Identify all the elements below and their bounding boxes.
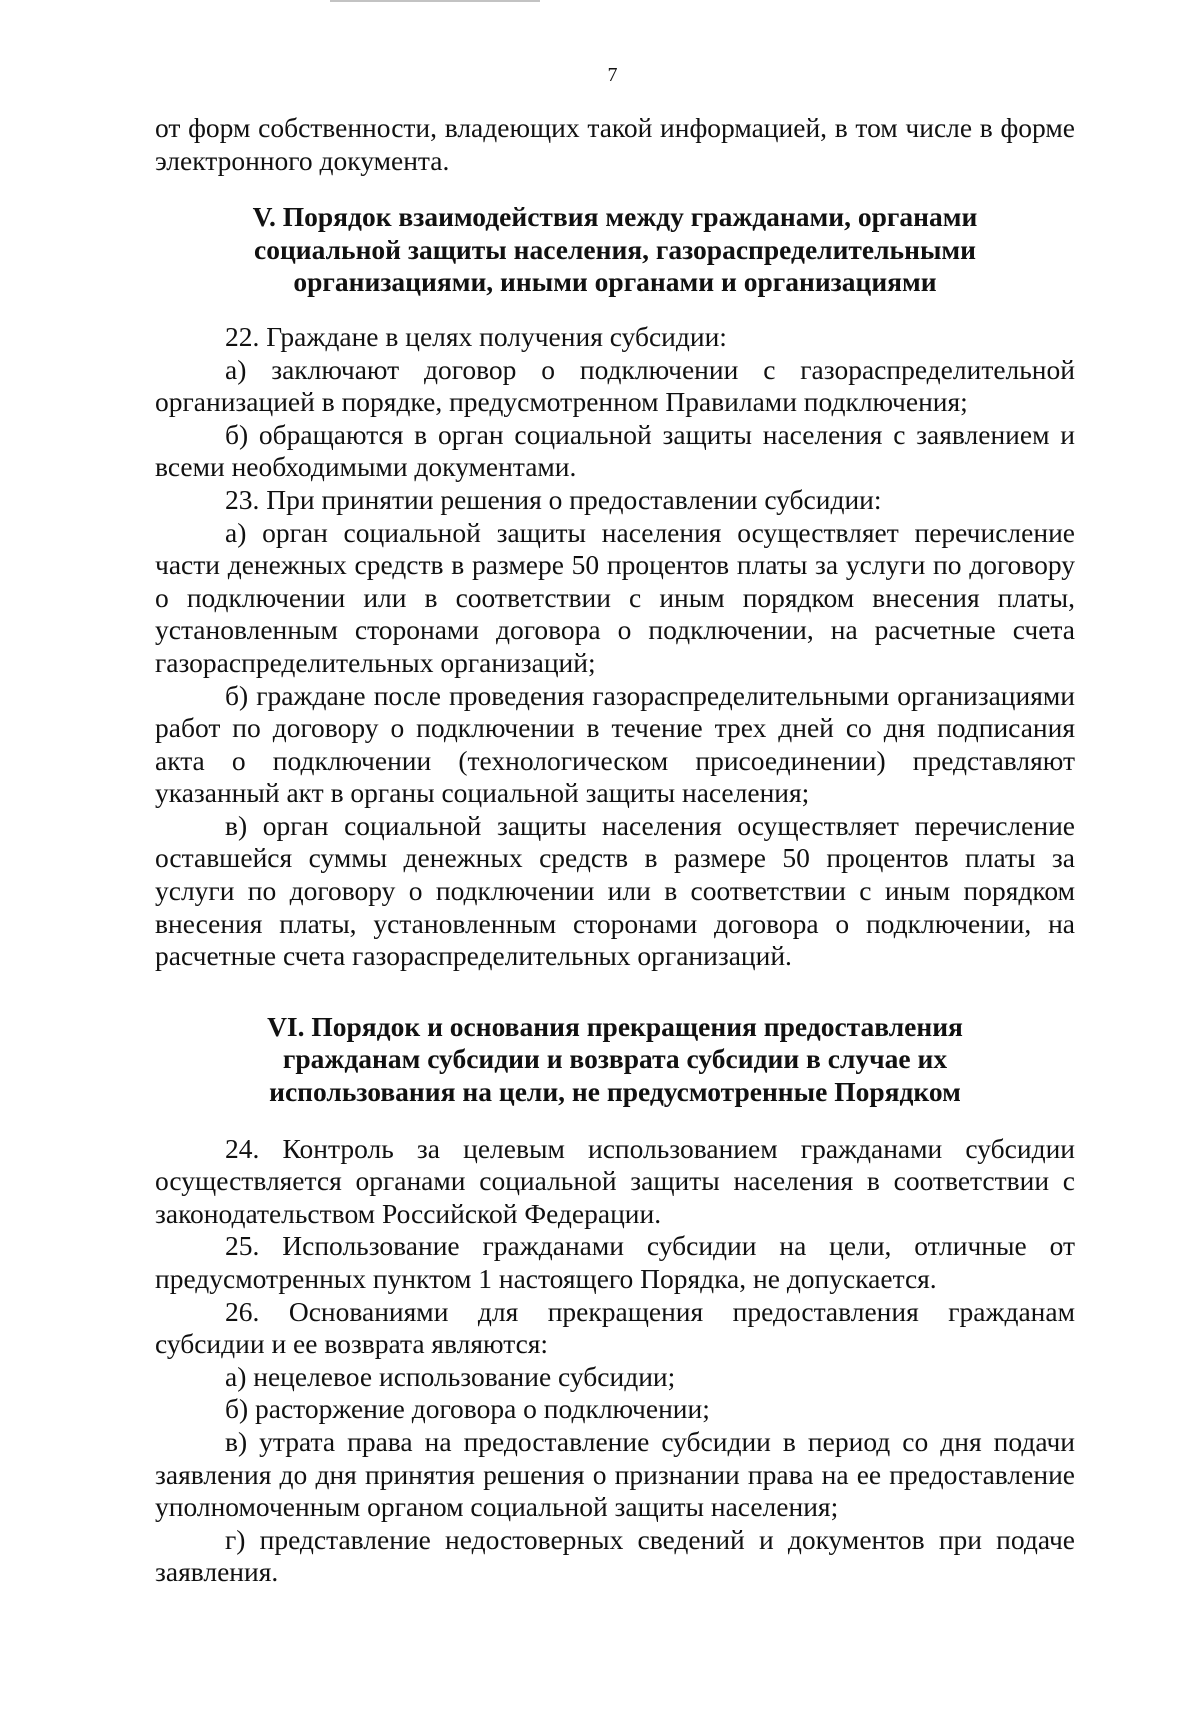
paragraph-23: 23. При принятии решения о предоставлении субсидии: — [225, 483, 882, 515]
section-vi-heading-line: VI. Порядок и основания прекращения предоставления — [267, 1010, 963, 1042]
paragraph-22a: а) заключают договор о подключении с газораспределительной организацией в порядке, предусмотренном Правилами подключения; — [155, 353, 1075, 418]
section-v-heading — [155, 201, 1075, 299]
section-v-heading-line: организациями, иными органами и организациями — [293, 266, 937, 298]
paragraph-26d: г) представление недостоверных сведений и документов при подаче заявления. — [155, 1523, 1075, 1588]
paragraph-23c: в) орган социальной защиты населения осуществляет перечисление оставшейся суммы денежных средств в размере 50 процентов платы за услуги по договору о подключении или в соответствии с иным порядком внесения платы, установленным сторонами договора о подключении, на расчетные счета газораспределительных организаций. — [155, 809, 1075, 972]
scan-artifact — [330, 0, 540, 2]
section-v-heading-line: социальной защиты населения, газораспределительными — [253, 233, 976, 265]
section-vi-heading-line: использования на цели, не предусмотренные Порядком — [269, 1076, 961, 1108]
paragraph-22: 22. Граждане в целях получения субсидии: — [225, 320, 727, 352]
paragraph-25: 25. Использование гражданами субсидии на цели, отличные от предусмотренных пунктом 1 настоящего Порядка, не допускается. — [155, 1230, 1075, 1294]
section-v-heading-line: V. Порядок взаимодействия между гражданами, органами — [252, 201, 978, 233]
paragraph-26b: б) расторжение договора о подключении; — [225, 1393, 710, 1425]
continuation-paragraph: от форм собственности, владеющих такой информацией, в том числе в форме электронного документа. — [155, 112, 1075, 176]
document-body — [155, 112, 1075, 1589]
paragraph-22b: б) обращаются в орган социальной защиты населения с заявлением и всеми необходимыми документами. — [155, 418, 1075, 483]
section-vi-heading-line: гражданам субсидии и возврата субсидии в случае их — [282, 1043, 948, 1075]
page-number: 7 — [607, 64, 618, 86]
paragraph-26c: в) утрата права на предоставление субсидии в период со дня подачи заявления до дня принятия решения о признании права на ее предоставление уполномоченным органом социальной защиты населения; — [155, 1425, 1075, 1523]
paragraph-23a: а) орган социальной защиты населения осуществляет перечисление части денежных средств в размере 50 процентов платы за услуги по договору о подключении или в соответствии с иным порядком внесения платы, установленным сторонами договора о подключении, на расчетные счета газораспределительных организаций; — [155, 516, 1075, 678]
paragraph-26a: а) нецелевое использование субсидии; — [225, 1360, 676, 1392]
section-vi-heading — [155, 1011, 1075, 1109]
paragraph-26: 26. Основаниями для прекращения предоставления гражданам субсидии и ее возврата являются: — [155, 1295, 1075, 1360]
paragraph-24: 24. Контроль за целевым использованием гражданами субсидии осуществляется органами социальной защиты населения в соответствии с законодательством Российской Федерации. — [155, 1132, 1075, 1229]
paragraph-23b: б) граждане после проведения газораспределительными организациями работ по договору о подключении в течение трех дней со дня подписания акта о подключении (технологическом присоединении) представляют указанный акт в органы социальной защиты населения; — [155, 679, 1075, 809]
